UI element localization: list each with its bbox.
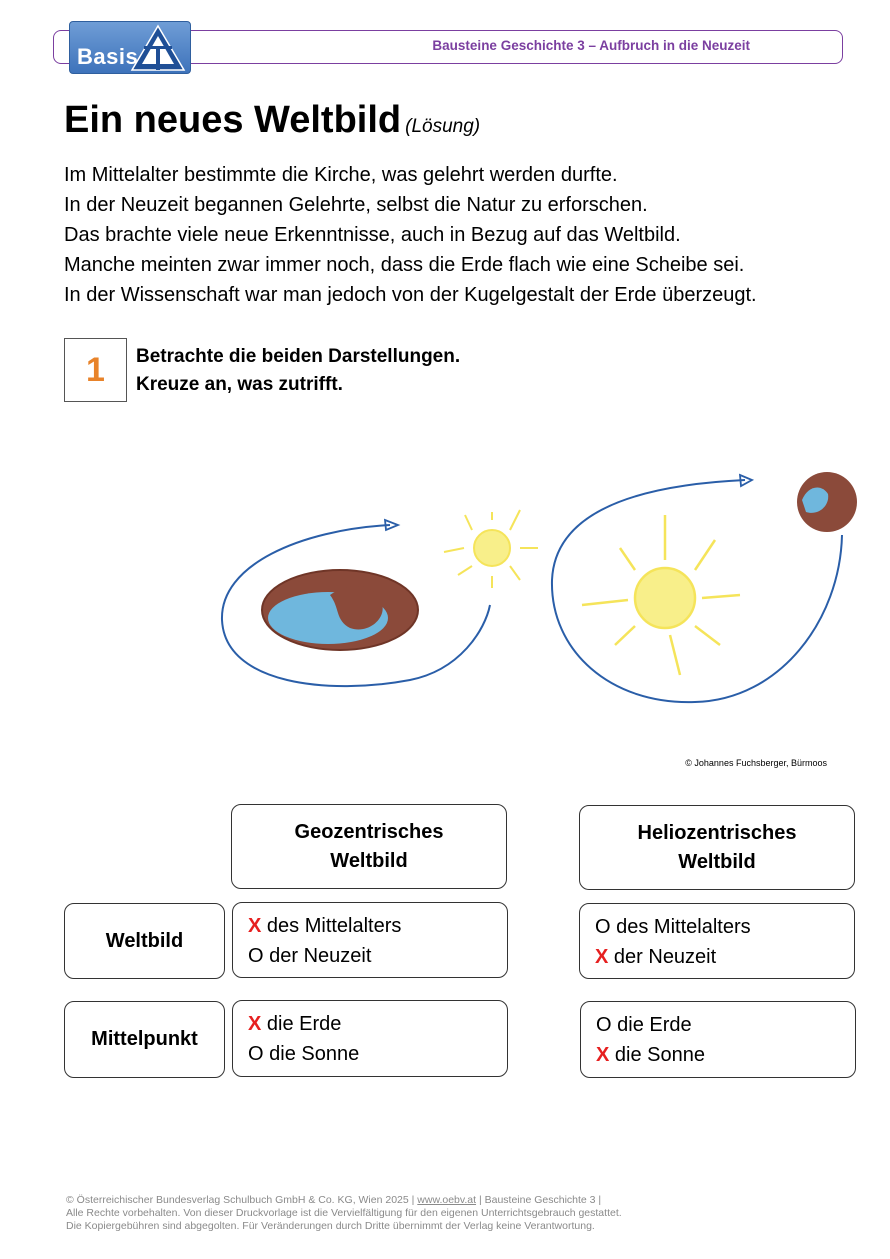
worldview-illustration: [210, 470, 870, 710]
answer-cell: [232, 902, 508, 978]
answer-option[interactable]: [248, 1039, 507, 1069]
checkmark: O: [596, 1014, 612, 1036]
answer-cell: [232, 1000, 508, 1077]
option-label: der Neuzeit: [613, 946, 717, 968]
answer-option[interactable]: [596, 1010, 855, 1040]
checkmark: X: [595, 946, 609, 968]
large-sun-icon: [582, 515, 740, 675]
intro-line: In der Wissenschaft war man jedoch von der Kugelgestalt der Erde überzeugt.: [64, 284, 757, 306]
checkmark: O: [248, 1043, 264, 1065]
checkmark: O: [248, 945, 264, 967]
title-subtitle: (Lösung): [405, 116, 481, 137]
intro-line: Manche meinten zwar immer noch, dass die Erde flach wie eine Scheibe sei.: [64, 254, 745, 276]
column-header-geozentrisch: [231, 804, 507, 889]
intro-text: [64, 160, 854, 310]
header-line: Heliozentrisches: [637, 821, 797, 844]
footer-text: © Österreichischer Bundesverlag Schulbuch GmbH & Co. KG, Wien 2025 |: [66, 1194, 415, 1206]
checkmark: O: [595, 916, 611, 938]
answer-cell: [579, 903, 855, 979]
answer-option[interactable]: [595, 942, 854, 972]
answer-option[interactable]: [248, 911, 507, 941]
option-label: des Mittelalters: [616, 916, 751, 938]
option-label: die Sonne: [269, 1043, 360, 1065]
publisher-logo: [69, 21, 191, 74]
option-label: der Neuzeit: [269, 945, 372, 967]
answer-option[interactable]: [595, 912, 854, 942]
task-number: 1: [64, 338, 127, 402]
column-header-heliozentrisch: [579, 805, 855, 890]
option-label: die Erde: [617, 1014, 692, 1036]
earth-orbit-path: [552, 480, 842, 702]
checkmark: X: [248, 1013, 262, 1035]
publisher-link[interactable]: www.oebv.at: [417, 1194, 477, 1206]
answer-option[interactable]: [248, 941, 507, 971]
image-credit: © Johannes Fuchsberger, Bürmoos: [685, 758, 827, 768]
heliocentric-drawing: [552, 472, 857, 702]
series-title: Bausteine Geschichte 3 – Aufbruch in die Neuzeit: [432, 38, 750, 53]
task-line: Kreuze an, was zutrifft.: [136, 374, 343, 395]
intro-line: Im Mittelalter bestimmte die Kirche, was gelehrt werden durfte.: [64, 164, 618, 186]
option-label: die Sonne: [614, 1044, 705, 1066]
option-label: des Mittelalters: [266, 915, 402, 937]
header-line: Geozentrisches: [294, 820, 444, 843]
answer-option[interactable]: [248, 1009, 507, 1039]
checkmark: X: [248, 915, 262, 937]
option-label: die Erde: [266, 1013, 342, 1035]
row-label-weltbild: Weltbild: [64, 903, 225, 979]
intro-line: Das brachte viele neue Erkenntnisse, auch in Bezug auf das Weltbild.: [64, 224, 681, 246]
copyright-footer: [66, 1194, 622, 1233]
header-line: Weltbild: [330, 849, 408, 872]
logo-text: Basis: [77, 44, 139, 69]
footer-text: | Bausteine Geschichte 3 |: [478, 1194, 602, 1206]
page-title: [64, 97, 480, 150]
earth-globe-icon: [797, 472, 857, 532]
header-line: Weltbild: [678, 850, 756, 873]
footer-text: Die Kopiergebühren sind abgegolten. Für Veränderungen durch Dritte übernimmt der Verlag keine Verantwortung.: [66, 1220, 595, 1232]
task-instructions: [136, 343, 460, 399]
small-sun-icon: [444, 510, 538, 588]
footer-text: Alle Rechte vorbehalten. Von dieser Druckvorlage ist die Vervielfältigung für den eigenen Unterrichtsgebrauch gestattet.: [66, 1207, 622, 1219]
answer-cell: [580, 1001, 856, 1078]
task-line: Betrachte die beiden Darstellungen.: [136, 346, 461, 367]
answer-option[interactable]: [596, 1040, 855, 1070]
intro-line: In der Neuzeit begannen Gelehrte, selbst die Natur zu erforschen.: [64, 194, 648, 216]
checkmark: X: [596, 1044, 610, 1066]
triangle-logo-icon: [130, 24, 186, 72]
geocentric-drawing: [222, 510, 538, 686]
title-main: Ein neues Weltbild: [64, 99, 402, 141]
row-label-mittelpunkt: Mittelpunkt: [64, 1001, 225, 1078]
